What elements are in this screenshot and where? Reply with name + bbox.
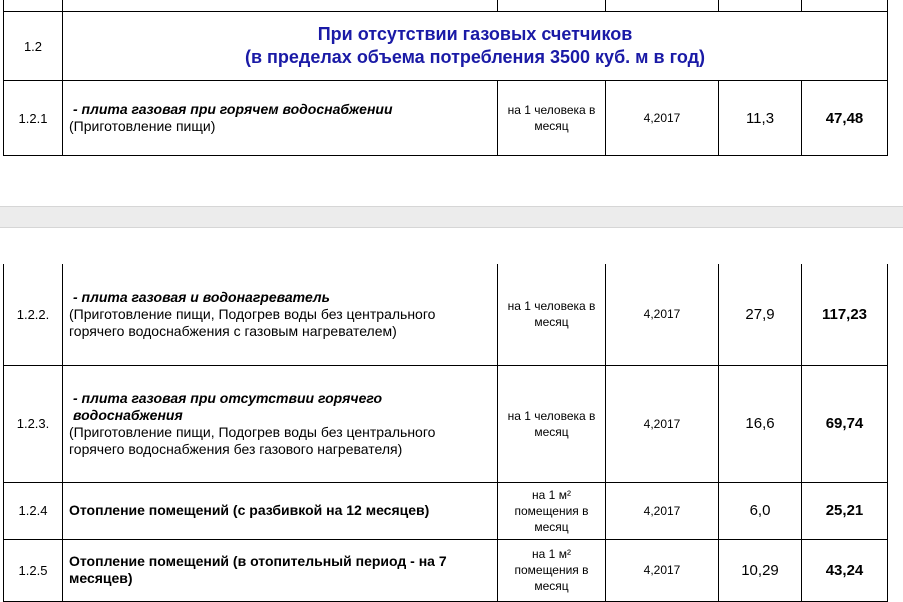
row-unit: на 1 м² помещения в месяц: [498, 482, 606, 539]
row-unit: на 1 человека в месяц: [498, 365, 606, 482]
row-price: 47,48: [802, 81, 888, 156]
row-description: [63, 81, 498, 156]
section-title-line2: (в пределах объема потребления 3500 куб. м в год): [244, 47, 706, 67]
section-number: 1.2: [4, 12, 63, 81]
row-title: Отопление помещений (в отопительный период - на 7 месяцев): [69, 553, 447, 586]
row-unit: на 1 человека в месяц: [498, 81, 606, 156]
section-title: [63, 12, 888, 81]
row-note: (Приготовление пищи, Подогрев воды без центрального горячего водоснабжения без газового нагревателя): [69, 423, 436, 457]
row-price: 69,74: [802, 365, 888, 482]
row-volume: 6,0: [719, 482, 802, 539]
row-norm: 4,2017: [606, 365, 719, 482]
row-norm: 4,2017: [606, 539, 719, 601]
row-norm: 4,2017: [606, 482, 719, 539]
table-row: [4, 81, 888, 156]
row-volume: 10,29: [719, 539, 802, 601]
row-volume: 16,6: [719, 365, 802, 482]
row-number: 1.2.5: [4, 539, 63, 601]
row-unit: на 1 м² помещения в месяц: [498, 539, 606, 601]
row-norm: 4,2017: [606, 81, 719, 156]
row-note: (Приготовление пищи, Подогрев воды без центрального горячего водоснабжения с газовым нагревателем): [69, 305, 436, 339]
table-row: [4, 482, 888, 539]
row-description: [63, 482, 498, 539]
section-title-line1: При отсутствии газовых счетчиков: [317, 24, 633, 44]
row-title: Отопление помещений (с разбивкой на 12 месяцев): [69, 502, 430, 518]
row-price: 25,21: [802, 482, 888, 539]
row-volume: 27,9: [719, 264, 802, 365]
row-unit: на 1 человека в месяц: [498, 264, 606, 365]
row-title: - плита газовая при горячем водоснабжении: [73, 101, 393, 117]
table-row: [4, 539, 888, 601]
tariff-table-top: [3, 0, 888, 156]
row-title: - плита газовая и водонагреватель: [73, 288, 330, 305]
row-number: 1.2.3.: [4, 365, 63, 482]
section-header-row: [4, 12, 888, 81]
row-price: 43,24: [802, 539, 888, 601]
row-volume: 11,3: [719, 81, 802, 156]
row-number: 1.2.1: [4, 81, 63, 156]
row-number: 1.2.2.: [4, 264, 63, 365]
row-price: 117,23: [802, 264, 888, 365]
row-norm: 4,2017: [606, 264, 719, 365]
table-row-stub: [4, 0, 888, 12]
row-description: [63, 264, 498, 365]
row-description: [63, 365, 498, 482]
tariff-table-bottom: [3, 264, 888, 602]
table-row: [4, 365, 888, 482]
row-description: [63, 539, 498, 601]
page-break-gap: [0, 206, 903, 228]
row-number: 1.2.4: [4, 482, 63, 539]
table-row: [4, 264, 888, 365]
row-title: - плита газовая при отсутствии горячего водоснабжения: [73, 389, 383, 423]
row-note: (Приготовление пищи): [69, 118, 216, 134]
